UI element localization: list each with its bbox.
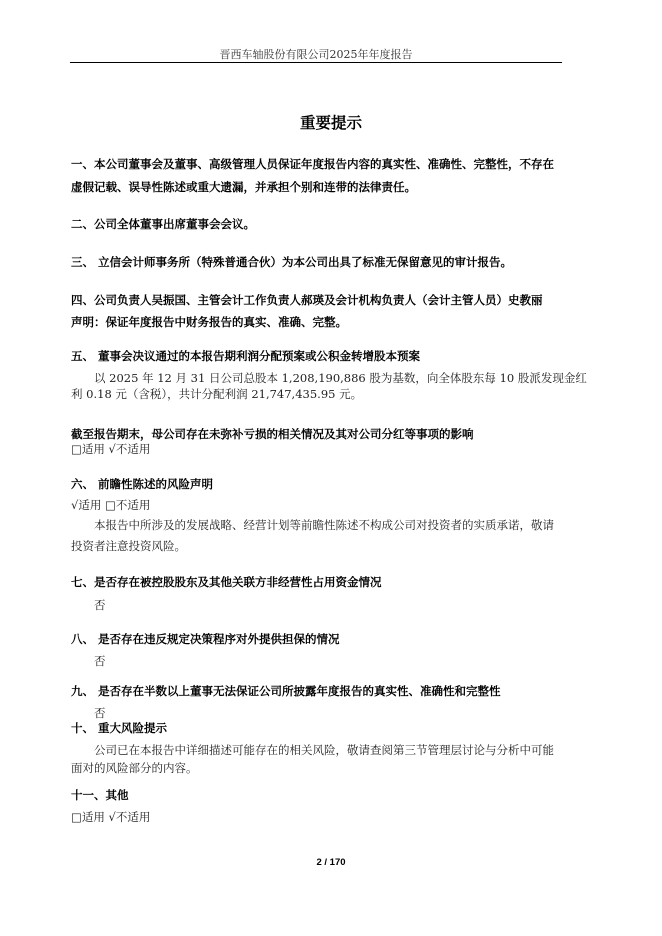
section-7-answer: 否 bbox=[94, 598, 106, 612]
section-10-body-line-2: 面对的风险部分的内容。 bbox=[71, 761, 198, 775]
section-10-heading: 十、 重大风险提示 bbox=[71, 721, 168, 735]
section-10-body-line-1: 公司已在本报告中详细描述可能存在的相关风险，敬请查阅第三节管理层讨论与分析中可能 bbox=[94, 743, 554, 757]
section-4-line-2: 声明：保证年度报告中财务报告的真实、准确、完整。 bbox=[71, 315, 347, 329]
section-6-heading: 六、 前瞻性陈述的风险声明 bbox=[71, 477, 214, 491]
section-5-body-line-1: 以 2025 年 12 月 31 日公司总股本 1,208,190,886 股为基数，向全体股东每 10 股派发现金红 bbox=[94, 371, 587, 385]
section-4-line-1: 四、公司负责人吴振国、主管会计工作负责人郝瑛及会计机构负责人（会计主管人员）史教丽 bbox=[71, 293, 543, 307]
section-6-body-line-2: 投资者注意投资风险。 bbox=[71, 539, 186, 553]
section-1-line-1: 一、本公司董事会及董事、高级管理人员保证年度报告内容的真实性、准确性、完整性，不存在 bbox=[71, 157, 554, 171]
section-1-line-2: 虚假记载、误导性陈述或重大遗漏，并承担个别和连带的法律责任。 bbox=[71, 180, 416, 194]
page-title: 重要提示 bbox=[299, 114, 362, 132]
section-5-heading: 五、 董事会决议通过的本报告期利润分配预案或公积金转增股本预案 bbox=[71, 349, 420, 363]
page-header: 晋西车轴股份有限公司2025年年度报告 bbox=[219, 48, 413, 61]
section-8-heading: 八、 是否存在违反规定决策程序对外提供担保的情况 bbox=[71, 632, 340, 646]
section-7-heading: 七、是否存在被控股股东及其他关联方非经营性占用资金情况 bbox=[71, 575, 382, 589]
page-number: 2 / 170 bbox=[316, 857, 346, 868]
loss-heading: 截至报告期末，母公司存在未弥补亏损的相关情况及其对公司分红等事项的影响 bbox=[71, 427, 474, 441]
section-5-body-line-2: 利 0.18 元（含税），共计分配利润 21,747,435.95 元。 bbox=[71, 387, 363, 401]
section-3: 三、 立信会计师事务所（特殊普通合伙）为本公司出具了标准无保留意见的审计报告。 bbox=[71, 255, 512, 269]
section-9-answer: 否 bbox=[94, 706, 106, 720]
section-2: 二、公司全体董事出席董事会会议。 bbox=[71, 217, 255, 231]
section-11-heading: 十一、其他 bbox=[71, 788, 129, 802]
section-6-applicability: √适用 □不适用 bbox=[71, 498, 151, 512]
section-6-body-line-1: 本报告中所涉及的发展战略、经营计划等前瞻性陈述不构成公司对投资者的实质承诺，敬请 bbox=[94, 518, 554, 532]
header-divider bbox=[70, 62, 562, 63]
section-11-applicability: □适用 √不适用 bbox=[71, 810, 151, 824]
section-8-answer: 否 bbox=[94, 654, 106, 668]
section-9-heading: 九、 是否存在半数以上董事无法保证公司所披露年度报告的真实性、准确性和完整性 bbox=[71, 684, 501, 698]
loss-applicability: □适用 √不适用 bbox=[71, 442, 151, 456]
